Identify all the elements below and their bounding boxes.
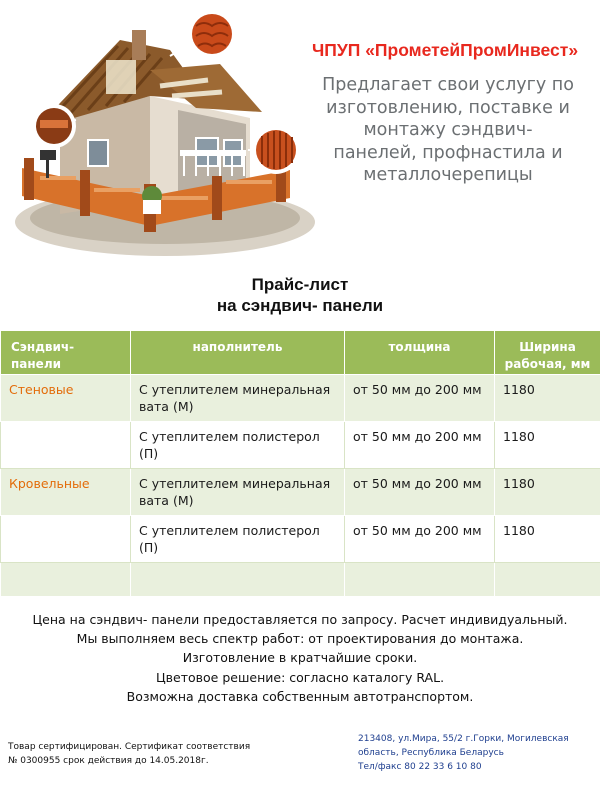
width-cell: 1180 (495, 516, 600, 563)
table-row (1, 422, 600, 469)
cert-line: № 0300955 срок действия до 14.05.2018г. (8, 756, 209, 766)
roof-tile-callout (170, 10, 236, 58)
panel-type-cell (1, 563, 131, 597)
filler-line: (П) (139, 446, 159, 461)
price-table (0, 330, 600, 597)
filler-line: С утеплителем полистерол (139, 523, 320, 538)
title-line-2: на сэндвич- панели (216, 296, 384, 315)
width-cell: 1180 (495, 469, 600, 516)
column-header-width-line: Ширина (519, 340, 576, 354)
filler-line: С утеплителем минеральная (139, 382, 331, 397)
note-line: Цена на сэндвич- панели предоставляется по запросу. Расчет индивидуальный. (32, 612, 568, 627)
corrugated-sheet-callout (248, 126, 300, 174)
note-line: Возможна доставка собственным автотранспортом. (126, 688, 474, 704)
chimney (132, 30, 146, 60)
panel-type-cell: Кровельные (1, 469, 131, 516)
house-illustration (0, 0, 320, 262)
panel-type-cell (1, 516, 131, 563)
thickness-cell (345, 563, 495, 597)
thickness-cell: от 50 мм до 200 мм (345, 375, 495, 422)
thickness-cell: от 50 мм до 200 мм (345, 422, 495, 469)
table-header-row (1, 331, 600, 375)
column-header-width (495, 331, 600, 375)
offer-line: Предлагает свои услугу по (322, 75, 574, 95)
filler-line: (П) (139, 540, 159, 555)
width-cell: 1180 (495, 422, 600, 469)
note-line: Цветовое решение: согласно каталогу RAL. (155, 669, 445, 685)
notes-block (0, 610, 600, 706)
cert-line: Товар сертифицирован. Сертификат соответствия (8, 742, 251, 752)
offer-text (300, 74, 596, 187)
filler-line: вата (М) (139, 493, 194, 508)
balcony (180, 150, 246, 156)
panel-type-cell: Стеновые (1, 375, 131, 422)
table-row-empty (1, 563, 600, 597)
table-row (1, 516, 600, 563)
price-list-title (0, 274, 600, 316)
filler-cell (131, 375, 345, 422)
note-line: Мы выполняем весь спектр работ: от проектирования до монтажа. (76, 631, 524, 647)
filler-line: С утеплителем полистерол (139, 429, 320, 444)
filler-cell (131, 563, 345, 597)
offer-line: изготовлению, поставке и (326, 97, 570, 118)
width-cell: 1180 (495, 375, 600, 422)
offer-line: монтажу сэндвич- (363, 120, 533, 140)
address-line: область, Республика Беларусь (358, 748, 504, 758)
thickness-cell: от 50 мм до 200 мм (345, 516, 495, 563)
mailbox (40, 150, 56, 160)
table-row (1, 469, 600, 516)
filler-cell (131, 469, 345, 516)
note-line: Изготовление в кратчайшие сроки. (182, 650, 418, 666)
company-name: ЧПУП «ПрометейПромИнвест» (312, 40, 579, 60)
filler-cell (131, 516, 345, 563)
filler-line: С утеплителем минеральная (139, 476, 331, 491)
column-header-width-line: рабочая, мм (504, 357, 591, 371)
title-line-1: Прайс-лист (251, 275, 349, 294)
column-header-type: Сэндвич- панели (1, 331, 131, 375)
filler-line: вата (М) (139, 399, 194, 414)
address-line: 213408, ул.Мира, 55/2 г.Горки, Могилевская (358, 734, 569, 744)
column-header-filler: наполнитель (131, 331, 345, 375)
thickness-cell: от 50 мм до 200 мм (345, 469, 495, 516)
contact-address (358, 732, 594, 774)
width-cell (495, 563, 600, 597)
phone-fax: Тел/факс 80 22 33 6 10 80 (358, 762, 482, 772)
table-row (1, 375, 600, 422)
offer-line: металлочерепицы (363, 165, 533, 185)
gutter-callout (32, 104, 76, 148)
certificate-info (8, 740, 298, 768)
column-header-thickness: толщина (345, 331, 495, 375)
panel-type-cell (1, 422, 131, 469)
filler-cell (131, 422, 345, 469)
offer-line: панелей, профнастила и (333, 142, 563, 163)
